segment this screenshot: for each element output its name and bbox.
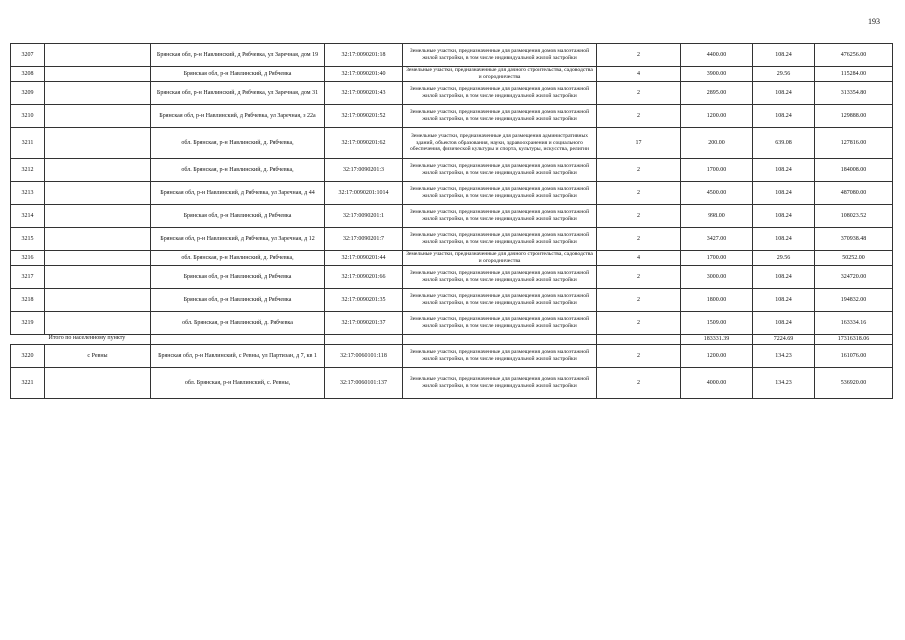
group-number: 2 <box>597 368 681 399</box>
group-number: 2 <box>597 82 681 105</box>
area-value: 3427.00 <box>681 228 753 251</box>
total-label: Итого по населенному пункту <box>11 335 151 345</box>
cadastral-value: 184008.00 <box>815 159 893 182</box>
table-row <box>11 205 893 228</box>
total-area: 183331.39 <box>681 335 753 345</box>
cadastral-number: 32:17:0090201:1 <box>325 205 403 228</box>
land-use-type: Земельные участки, предназначенные для дачного строительства, садоводства и огородничества <box>403 67 597 82</box>
address-cell: обл. Брянская, р-н Навлинский, д. Рябчевка, <box>151 251 325 266</box>
cadastral-number: 32:17:0060101:118 <box>325 345 403 368</box>
locality-cell <box>45 368 151 399</box>
specific-value: 29.56 <box>753 251 815 266</box>
cadastral-value: 50252.00 <box>815 251 893 266</box>
area-value: 1200.00 <box>681 105 753 128</box>
table-row <box>11 289 893 312</box>
specific-value: 639.08 <box>753 128 815 159</box>
locality-cell <box>45 228 151 251</box>
table-row <box>11 345 893 368</box>
row-number: 3207 <box>11 44 45 67</box>
group-number: 2 <box>597 159 681 182</box>
area-value: 4500.00 <box>681 182 753 205</box>
specific-value: 108.24 <box>753 44 815 67</box>
locality-cell <box>45 289 151 312</box>
table-body <box>11 44 893 399</box>
group-number: 2 <box>597 44 681 67</box>
cadastral-value: 194832.00 <box>815 289 893 312</box>
address-cell: Брянская обл, р-н Навлинский, д Рябчевка, ул Заречная, дом 19 <box>151 44 325 67</box>
address-cell: Брянская обл, р-н Навлинский, д Рябчевка <box>151 289 325 312</box>
cadastral-number: 32:17:0090201:40 <box>325 67 403 82</box>
cadastral-value: 313354.80 <box>815 82 893 105</box>
land-use-type: Земельные участки, предназначенные для дачного строительства, садоводства и огородничества <box>403 251 597 266</box>
address-cell: обл. Брянская, р-н Навлинский, д. Рябчевка <box>151 312 325 335</box>
row-number: 3219 <box>11 312 45 335</box>
locality-cell <box>45 312 151 335</box>
specific-value: 134.23 <box>753 368 815 399</box>
land-use-type: Земельные участки, предназначенные для размещения домов малоэтажной жилой застройки, в том числе индивидуальной жилой застройки <box>403 159 597 182</box>
area-value: 3000.00 <box>681 266 753 289</box>
total-empty-cell <box>151 335 325 345</box>
land-use-type: Земельные участки, предназначенные для размещения домов малоэтажной жилой застройки, в том числе индивидуальной жилой застройки <box>403 312 597 335</box>
land-use-type: Земельные участки, предназначенные для размещения административных зданий, объектов образования, науки, здравоохранения и социального обеспечения, физической культуры и спорта, культуры, искусства, религии <box>403 128 597 159</box>
table-row <box>11 251 893 266</box>
group-number: 4 <box>597 67 681 82</box>
table-row <box>11 228 893 251</box>
specific-value: 108.24 <box>753 159 815 182</box>
cadastral-value: 127816.00 <box>815 128 893 159</box>
cadastral-number: 32:17:0090201:66 <box>325 266 403 289</box>
area-value: 998.00 <box>681 205 753 228</box>
address-cell: Брянская обл, р-н Навлинский, д Рябчевка, ул Заречная, д 44 <box>151 182 325 205</box>
specific-value: 108.24 <box>753 182 815 205</box>
land-use-type: Земельные участки, предназначенные для размещения домов малоэтажной жилой застройки, в том числе индивидуальной жилой застройки <box>403 368 597 399</box>
group-number: 2 <box>597 312 681 335</box>
row-number: 3217 <box>11 266 45 289</box>
group-number: 2 <box>597 345 681 368</box>
locality-cell: с Ревны <box>45 345 151 368</box>
table-row <box>11 266 893 289</box>
row-number: 3215 <box>11 228 45 251</box>
specific-value: 108.24 <box>753 205 815 228</box>
land-use-type: Земельные участки, предназначенные для размещения домов малоэтажной жилой застройки, в том числе индивидуальной жилой застройки <box>403 266 597 289</box>
cadastral-number: 32:17:0090201:1014 <box>325 182 403 205</box>
cadastral-number: 32:17:0060101:137 <box>325 368 403 399</box>
address-cell: Брянская обл, р-н Навлинский, д Рябчевка <box>151 266 325 289</box>
cadastral-value: 129888.00 <box>815 105 893 128</box>
specific-value: 108.24 <box>753 228 815 251</box>
address-cell: обл. Брянская, р-н Навлинский, с. Ревны, <box>151 368 325 399</box>
area-value: 4000.00 <box>681 368 753 399</box>
row-number: 3221 <box>11 368 45 399</box>
land-use-type: Земельные участки, предназначенные для размещения домов малоэтажной жилой застройки, в том числе индивидуальной жилой застройки <box>403 205 597 228</box>
cadastral-number: 32:17:0090201:18 <box>325 44 403 67</box>
cadastral-number: 32:17:0090201:37 <box>325 312 403 335</box>
land-registry-table <box>10 43 893 399</box>
address-cell: Брянская обл, р-н Навлинский, д Рябчевка <box>151 67 325 82</box>
cadastral-value: 476256.00 <box>815 44 893 67</box>
group-number: 2 <box>597 289 681 312</box>
cadastral-number: 32:17:0090201:52 <box>325 105 403 128</box>
table-row <box>11 105 893 128</box>
specific-value: 134.23 <box>753 345 815 368</box>
row-number: 3218 <box>11 289 45 312</box>
cadastral-number: 32:17:0090201:3 <box>325 159 403 182</box>
cadastral-value: 324720.00 <box>815 266 893 289</box>
group-number: 2 <box>597 182 681 205</box>
area-value: 1200.00 <box>681 345 753 368</box>
page-number: 193 <box>868 17 880 26</box>
row-number: 3212 <box>11 159 45 182</box>
cadastral-number: 32:17:0090201:43 <box>325 82 403 105</box>
cadastral-value: 108023.52 <box>815 205 893 228</box>
cadastral-value: 487080.00 <box>815 182 893 205</box>
table-row <box>11 44 893 67</box>
group-number: 2 <box>597 228 681 251</box>
locality-cell <box>45 182 151 205</box>
area-value: 4400.00 <box>681 44 753 67</box>
specific-value: 108.24 <box>753 105 815 128</box>
total-empty-cell <box>597 335 681 345</box>
row-number: 3214 <box>11 205 45 228</box>
cadastral-value: 370938.48 <box>815 228 893 251</box>
area-value: 3900.00 <box>681 67 753 82</box>
row-number: 3208 <box>11 67 45 82</box>
locality-cell <box>45 105 151 128</box>
area-value: 200.00 <box>681 128 753 159</box>
specific-value: 108.24 <box>753 289 815 312</box>
locality-cell <box>45 44 151 67</box>
address-cell: Брянская обл, р-н Навлинский, с Ревны, ул Партизан, д 7, кв 1 <box>151 345 325 368</box>
land-use-type: Земельные участки, предназначенные для размещения домов малоэтажной жилой застройки, в том числе индивидуальной жилой застройки <box>403 182 597 205</box>
cadastral-value: 163334.16 <box>815 312 893 335</box>
address-cell: обл. Брянская, р-н Навлинский, д. Рябчевка, <box>151 128 325 159</box>
address-cell: Брянская обл, р-н Навлинский, д Рябчевка, ул Заречная, д 12 <box>151 228 325 251</box>
land-use-type: Земельные участки, предназначенные для размещения домов малоэтажной жилой застройки, в том числе индивидуальной жилой застройки <box>403 345 597 368</box>
locality-cell <box>45 82 151 105</box>
cadastral-number: 32:17:0090201:44 <box>325 251 403 266</box>
area-value: 1700.00 <box>681 251 753 266</box>
land-use-type: Земельные участки, предназначенные для размещения домов малоэтажной жилой застройки, в том числе индивидуальной жилой застройки <box>403 105 597 128</box>
land-use-type: Земельные участки, предназначенные для размещения домов малоэтажной жилой застройки, в том числе индивидуальной жилой застройки <box>403 289 597 312</box>
total-row <box>11 335 893 345</box>
table-row <box>11 128 893 159</box>
table-row <box>11 82 893 105</box>
cadastral-value: 115284.00 <box>815 67 893 82</box>
table-row <box>11 368 893 399</box>
address-cell: Брянская обл, р-н Навлинский, д Рябчевка, ул Заречная, з 22а <box>151 105 325 128</box>
table-row <box>11 67 893 82</box>
locality-cell <box>45 67 151 82</box>
area-value: 1700.00 <box>681 159 753 182</box>
row-number: 3216 <box>11 251 45 266</box>
specific-value: 108.24 <box>753 312 815 335</box>
area-value: 1800.00 <box>681 289 753 312</box>
address-cell: Брянская обл, р-н Навлинский, д Рябчевка <box>151 205 325 228</box>
locality-cell <box>45 251 151 266</box>
area-value: 1509.00 <box>681 312 753 335</box>
table-row <box>11 312 893 335</box>
locality-cell <box>45 128 151 159</box>
table-row <box>11 182 893 205</box>
area-value: 2895.00 <box>681 82 753 105</box>
locality-cell <box>45 266 151 289</box>
table-row <box>11 159 893 182</box>
land-use-type: Земельные участки, предназначенные для размещения домов малоэтажной жилой застройки, в том числе индивидуальной жилой застройки <box>403 44 597 67</box>
cadastral-number: 32:17:0090201:62 <box>325 128 403 159</box>
total-empty-cell <box>325 335 403 345</box>
total-specific-value: 7224.69 <box>753 335 815 345</box>
row-number: 3209 <box>11 82 45 105</box>
cadastral-number: 32:17:0090201:7 <box>325 228 403 251</box>
group-number: 4 <box>597 251 681 266</box>
cadastral-number: 32:17:0090201:35 <box>325 289 403 312</box>
land-use-type: Земельные участки, предназначенные для размещения домов малоэтажной жилой застройки, в том числе индивидуальной жилой застройки <box>403 82 597 105</box>
group-number: 2 <box>597 266 681 289</box>
row-number: 3210 <box>11 105 45 128</box>
row-number: 3213 <box>11 182 45 205</box>
address-cell: обл. Брянская, р-н Навлинский, д. Рябчевка, <box>151 159 325 182</box>
total-empty-cell <box>403 335 597 345</box>
locality-cell <box>45 159 151 182</box>
total-cadastral-value: 17316318.06 <box>815 335 893 345</box>
cadastral-value: 161076.00 <box>815 345 893 368</box>
specific-value: 108.24 <box>753 266 815 289</box>
group-number: 2 <box>597 105 681 128</box>
specific-value: 29.56 <box>753 67 815 82</box>
land-use-type: Земельные участки, предназначенные для размещения домов малоэтажной жилой застройки, в том числе индивидуальной жилой застройки <box>403 228 597 251</box>
row-number: 3211 <box>11 128 45 159</box>
cadastral-value: 536920.00 <box>815 368 893 399</box>
group-number: 2 <box>597 205 681 228</box>
locality-cell <box>45 205 151 228</box>
group-number: 17 <box>597 128 681 159</box>
row-number: 3220 <box>11 345 45 368</box>
address-cell: Брянская обл, р-н Навлинский, д Рябчевка, ул Заречная, дом 31 <box>151 82 325 105</box>
specific-value: 108.24 <box>753 82 815 105</box>
